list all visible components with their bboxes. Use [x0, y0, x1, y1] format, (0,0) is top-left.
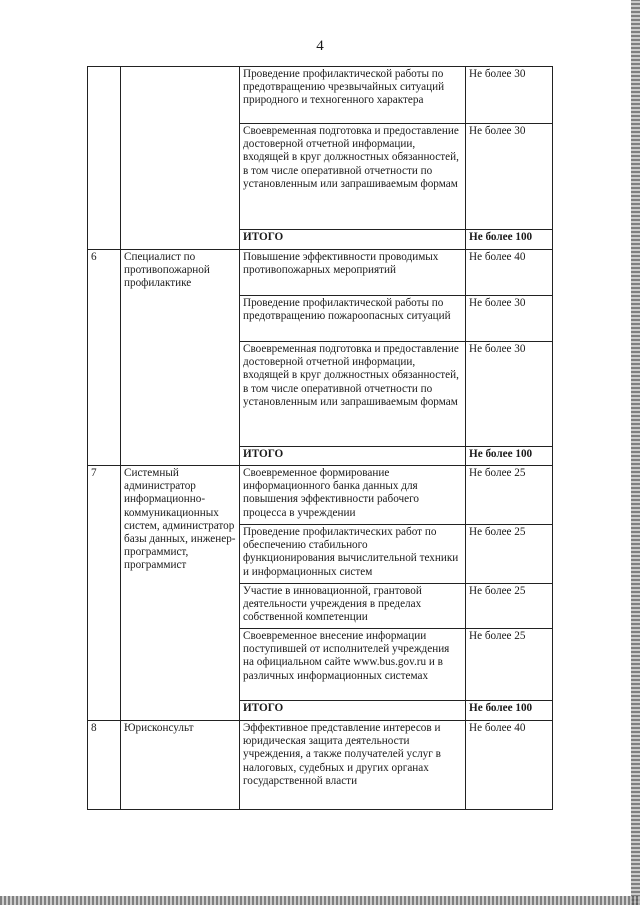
- criterion-cell: Своевременная подготовка и предоставление достоверной отчетной информации, входящей в круг должностных обязанностей, в том числе оперативной отчетности по установленным или запрашиваемым формам: [240, 342, 466, 447]
- criterion-cell: Своевременная подготовка и предоставление достоверной отчетной информации, входящей в круг должностных обязанностей, в том числе оперативной отчетности по установленным или запрашиваемым формам: [240, 124, 466, 230]
- position-cell: Специалист по противопожарной профилактике: [121, 250, 240, 466]
- table-row: [88, 466, 553, 525]
- value-cell: Не более 30: [466, 124, 553, 230]
- table-row: [88, 721, 553, 810]
- table-row: [88, 67, 553, 124]
- total-value-cell: Не более 100: [466, 230, 553, 250]
- criterion-cell: Проведение профилактических работ по обеспечению стабильного функционирования вычислительной техники и информационных систем: [240, 525, 466, 584]
- position-cell: Системный администратор информационно-коммуникационных систем, администратор базы данных, инженер-программист, программист: [121, 466, 240, 721]
- criterion-cell: Своевременное формирование информационного банка данных для повышения эффективности рабочего процесса в учреждении: [240, 466, 466, 525]
- position-cell: Юрисконсульт: [121, 721, 240, 810]
- value-cell: Не более 40: [466, 250, 553, 296]
- criterion-cell: Проведение профилактической работы по предотвращению пожароопасных ситуаций: [240, 296, 466, 342]
- page-number: 4: [316, 38, 324, 54]
- row-number-cell: 7: [88, 466, 121, 721]
- total-label-cell: ИТОГО: [240, 447, 466, 466]
- criterion-cell: Участие в инновационной, грантовой деятельности учреждения в пределах собственной компетенции: [240, 584, 466, 629]
- row-number-cell: 8: [88, 721, 121, 810]
- value-cell: Не более 25: [466, 629, 553, 701]
- criterion-cell: Проведение профилактической работы по предотвращению чрезвычайных ситуаций природного и техногенного характера: [240, 67, 466, 124]
- scan-edge-bottom: [0, 896, 640, 905]
- table-row: [88, 250, 553, 296]
- value-cell: Не более 25: [466, 525, 553, 584]
- value-cell: Не более 30: [466, 342, 553, 447]
- row-number-cell: 6: [88, 250, 121, 466]
- criterion-cell: Повышение эффективности проводимых противопожарных мероприятий: [240, 250, 466, 296]
- position-cell: [121, 67, 240, 250]
- row-number-cell: [88, 67, 121, 250]
- total-value-cell: Не более 100: [466, 447, 553, 466]
- scan-edge-right: [631, 0, 640, 905]
- criteria-table: [87, 66, 553, 810]
- value-cell: Не более 30: [466, 67, 553, 124]
- total-label-cell: ИТОГО: [240, 701, 466, 721]
- total-label-cell: ИТОГО: [240, 230, 466, 250]
- total-value-cell: Не более 100: [466, 701, 553, 721]
- value-cell: Не более 25: [466, 584, 553, 629]
- criterion-cell: Своевременное внесение информации поступившей от исполнителей учреждения на официальном сайте www.bus.gov.ru и в различных информационных системах: [240, 629, 466, 701]
- criterion-cell: Эффективное представление интересов и юридическая защита деятельности учреждения, а также получателей услуг в налоговых, судебных и других органах государственной власти: [240, 721, 466, 810]
- value-cell: Не более 30: [466, 296, 553, 342]
- value-cell: Не более 25: [466, 466, 553, 525]
- value-cell: Не более 40: [466, 721, 553, 810]
